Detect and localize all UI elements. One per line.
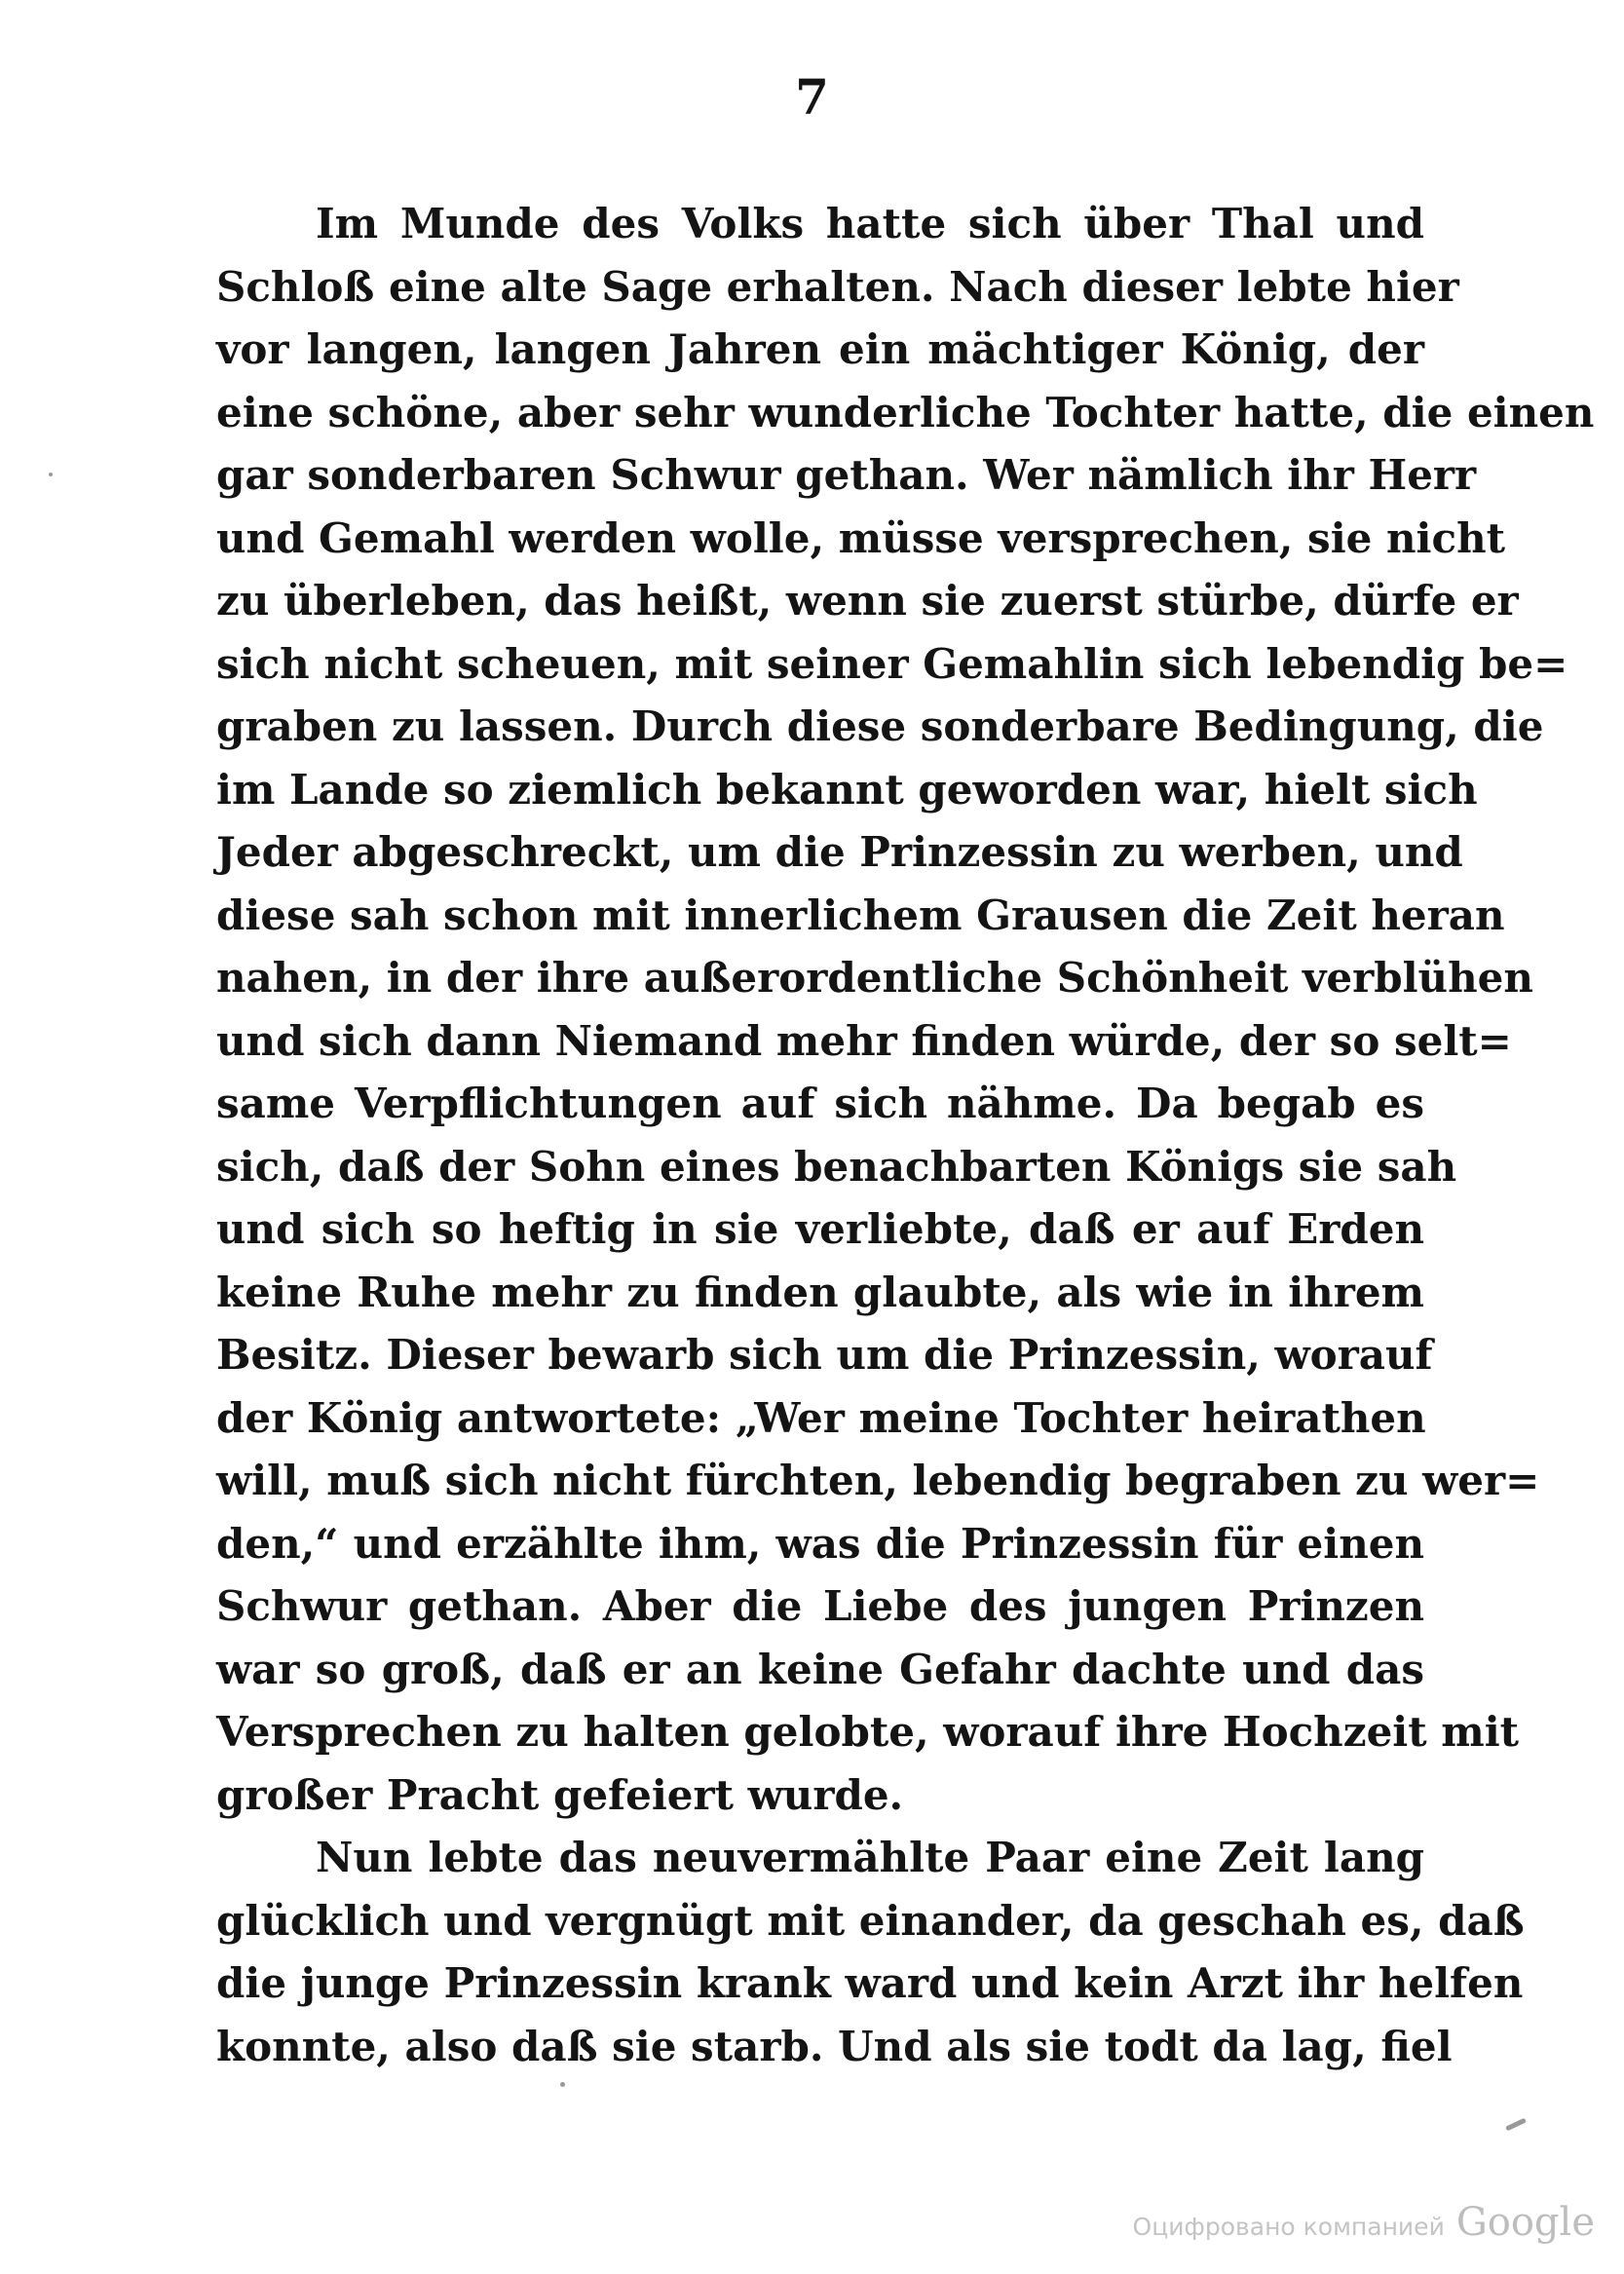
google-logo: Google bbox=[1455, 2200, 1595, 2245]
text-line: die junge Prinzessin krank ward und kein Arzt ihr helfen bbox=[216, 1959, 1524, 2007]
text-line: und sich so heftig in sie verliebte, daß er auf Erden bbox=[216, 1205, 1424, 1253]
scan-speck bbox=[49, 473, 53, 476]
page-number: 7 bbox=[795, 68, 829, 126]
watermark-text: Оцифровано компанией bbox=[1132, 2213, 1445, 2241]
text-line: Besitz. Dieser bewarb sich um die Prinzessin, worauf bbox=[216, 1331, 1433, 1379]
scan-speck bbox=[560, 2082, 565, 2087]
text-line: Nun lebte das neuvermählte Paar eine Zeit lang bbox=[316, 1834, 1424, 1881]
text-line: den,“ und erzählte ihm, was die Prinzessin für einen bbox=[216, 1519, 1424, 1568]
text-line: Versprechen zu halten gelobte, worauf ihre Hochzeit mit bbox=[216, 1708, 1520, 1756]
text-line: und Gemahl werden wolle, müsse versprechen, sie nicht bbox=[216, 513, 1505, 562]
text-line: war so groß, daß er an keine Gefahr dachte und das bbox=[216, 1645, 1424, 1693]
text-line: und sich dann Niemand mehr finden würde, der so selt= bbox=[216, 1016, 1512, 1065]
body-text bbox=[216, 193, 1595, 2078]
text-line: diese sah schon mit innerlichem Grausen die Zeit heran bbox=[216, 891, 1505, 939]
text-line: gar sonderbaren Schwur gethan. Wer nämlich ihr Herr bbox=[216, 451, 1477, 499]
text-line: same Verpflichtungen auf sich nähme. Da begab es bbox=[216, 1080, 1424, 1127]
text-line: Schwur gethan. Aber die Liebe des jungen Prinzen bbox=[216, 1582, 1424, 1630]
text-line: Im Munde des Volks hatte sich über Thal und bbox=[316, 200, 1424, 247]
text-line: im Lande so ziemlich bekannt geworden war, hielt sich bbox=[216, 765, 1478, 814]
text-line: graben zu lassen. Durch diese sonderbare Bedingung, die bbox=[216, 702, 1544, 750]
text-line: glücklich und vergnügt mit einander, da geschah es, daß bbox=[216, 1896, 1525, 1945]
digitization-watermark bbox=[1133, 2200, 1595, 2245]
text-line: zu überleben, das heißt, wenn sie zuerst stürbe, dürfe er bbox=[216, 577, 1519, 625]
text-line: Schloß eine alte Sage erhalten. Nach dieser lebte hier bbox=[216, 262, 1459, 311]
text-line: sich nicht scheuen, mit seiner Gemahlin sich lebendig be= bbox=[216, 639, 1568, 688]
text-line: Jeder abgeschreckt, um die Prinzessin zu werben, und bbox=[216, 828, 1463, 876]
text-line: großer Pracht gefeiert wurde. bbox=[216, 1770, 904, 1819]
text-line: konnte, also daß sie starb. Und als sie todt da lag, fiel bbox=[216, 2022, 1453, 2070]
text-line: will, muß sich nicht fürchten, lebendig begraben zu wer= bbox=[216, 1457, 1540, 1504]
text-line: sich, daß der Sohn eines benachbarten Königs sie sah bbox=[216, 1142, 1457, 1191]
text-line: keine Ruhe mehr zu finden glaubte, als wie in ihrem bbox=[216, 1268, 1424, 1316]
text-line: eine schöne, aber sehr wunderliche Tochter hatte, die einen bbox=[216, 388, 1595, 436]
scan-speck bbox=[1505, 2118, 1527, 2132]
text-line: vor langen, langen Jahren ein mächtiger König, der bbox=[216, 325, 1424, 373]
text-line: nahen, in der ihre außerordentliche Schönheit verblühen bbox=[216, 954, 1533, 1002]
text-line: der König antwortete: „Wer meine Tochter heirathen bbox=[216, 1393, 1426, 1442]
